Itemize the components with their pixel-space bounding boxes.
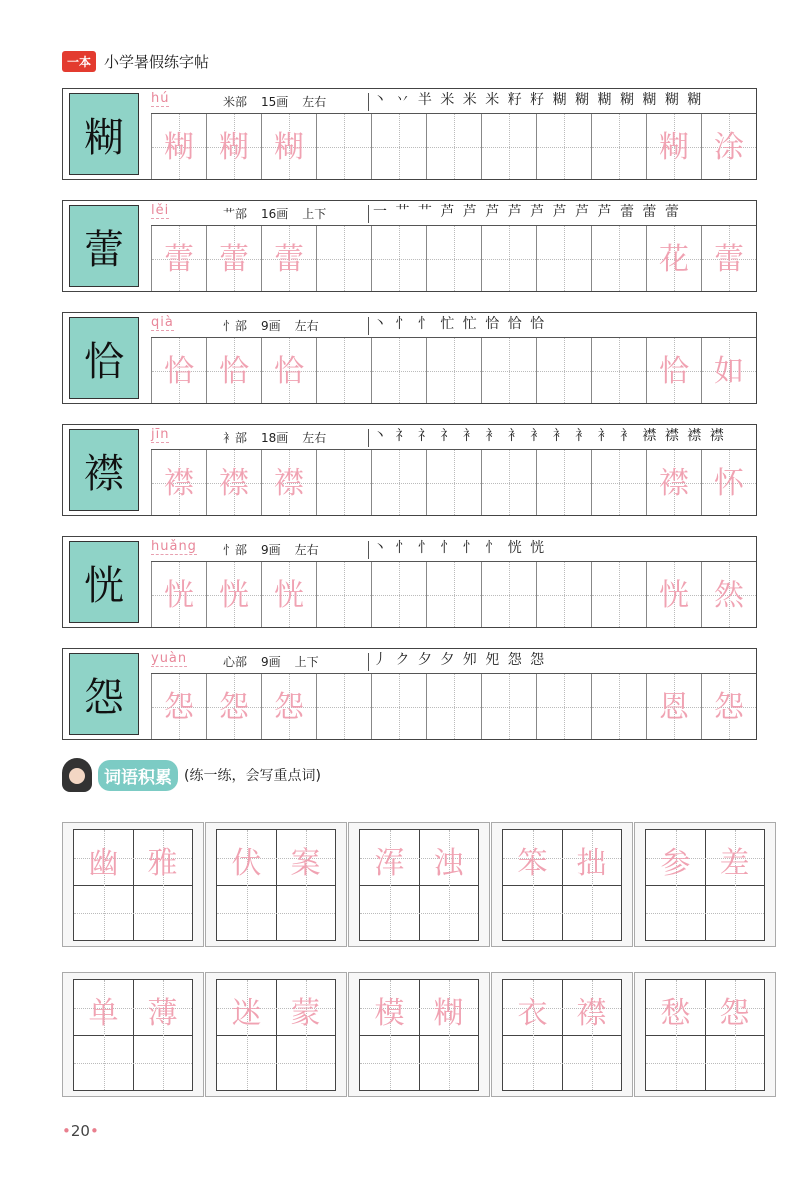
word-trace-character: 差: [719, 846, 750, 881]
word-writing-grid[interactable]: [73, 829, 193, 941]
stroke-order: 一 艹 艹 芦 芦 芦 芦 芦 芦 芦 芦 蕾 蕾 蕾: [373, 204, 681, 220]
word-trace-character: 糊: [433, 996, 464, 1031]
main-character-box: [69, 317, 139, 399]
word-box: [634, 972, 776, 1097]
char-row: [62, 200, 757, 292]
word-trace-character: 浊: [433, 846, 464, 881]
word-trace: [646, 838, 764, 882]
practice-cell[interactable]: [371, 674, 426, 739]
practice-cell[interactable]: [426, 338, 481, 403]
pinyin: jīn: [151, 427, 170, 442]
char-info: [223, 541, 333, 558]
trace-character: 蕾: [219, 242, 249, 277]
stroke-order: 丶 忄 忄 忄 忄 忄 恍 恍: [373, 540, 547, 556]
practice-cell[interactable]: [481, 450, 536, 515]
word-trace: [503, 838, 621, 882]
word-character: 恰: [659, 354, 689, 389]
practice-cell[interactable]: [701, 114, 756, 179]
practice-cell[interactable]: [206, 450, 261, 515]
practice-cell[interactable]: [316, 114, 371, 179]
practice-cell[interactable]: [151, 338, 206, 403]
char-structure: 上下: [294, 655, 319, 669]
word-box: [62, 972, 204, 1097]
section-title: 词语积累: [98, 760, 178, 791]
word-character: 恍: [659, 578, 689, 613]
pinyin: lěi: [151, 203, 170, 218]
word-writing-grid[interactable]: [73, 979, 193, 1091]
word-trace-character: 迷: [231, 996, 262, 1031]
char-structure: 左右: [294, 543, 319, 557]
practice-cell[interactable]: [261, 450, 316, 515]
word-trace-character: 参: [660, 846, 691, 881]
word-trace: [360, 838, 478, 882]
word-box: [491, 822, 633, 947]
practice-cell[interactable]: [316, 226, 371, 291]
word-writing-grid[interactable]: [502, 979, 622, 1091]
practice-cell[interactable]: [646, 450, 701, 515]
char-strokes-count: 9画: [261, 543, 281, 557]
info-separator: [368, 317, 369, 335]
practice-cell[interactable]: [151, 226, 206, 291]
practice-cell[interactable]: [536, 226, 591, 291]
practice-cell[interactable]: [206, 674, 261, 739]
trace-character: 蕾: [274, 242, 304, 277]
char-info: [223, 429, 340, 446]
practice-cell[interactable]: [261, 226, 316, 291]
stroke-order: 丿 ク 夕 夕 夘 夗 怨 怨: [373, 652, 547, 668]
practice-cell[interactable]: [646, 562, 701, 627]
word-character: 涂: [714, 130, 744, 165]
grid-guide-line: [646, 1063, 764, 1064]
char-structure: 左右: [302, 95, 327, 109]
practice-cell[interactable]: [591, 450, 646, 515]
word-trace: [503, 988, 621, 1032]
char-structure: 左右: [302, 431, 327, 445]
word-character: 糊: [659, 130, 689, 165]
char-info: [223, 653, 333, 670]
practice-cell[interactable]: [536, 450, 591, 515]
word-trace: [217, 838, 335, 882]
word-trace-character: 拙: [576, 846, 607, 881]
brand-logo: 一本: [62, 51, 96, 72]
practice-cell[interactable]: [206, 114, 261, 179]
info-separator: [368, 93, 369, 111]
char-radical: 忄部: [223, 543, 248, 557]
word-trace: [360, 988, 478, 1032]
trace-character: 恍: [164, 578, 194, 613]
trace-character: 恰: [274, 354, 304, 389]
word-trace-character: 案: [290, 846, 321, 881]
word-trace: [74, 988, 192, 1032]
char-info: [223, 317, 333, 334]
practice-cell[interactable]: [426, 450, 481, 515]
word-box: [634, 822, 776, 947]
practice-cell[interactable]: [646, 338, 701, 403]
trace-character: 怨: [219, 690, 249, 725]
grid-guide-line: [74, 1063, 192, 1064]
practice-cell[interactable]: [426, 226, 481, 291]
trace-character: 蕾: [164, 242, 194, 277]
stroke-order: 丶 忄 忄 忙 忙 恰 恰 恰: [373, 316, 547, 332]
pinyin: huǎng: [151, 539, 197, 554]
practice-cell[interactable]: [316, 674, 371, 739]
practice-cell[interactable]: [591, 226, 646, 291]
word-trace-character: 薄: [147, 996, 178, 1031]
stroke-order: 丶 丷 半 米 米 米 籽 籽 糊 糊 糊 糊 糊 糊 糊: [373, 92, 704, 108]
grid-guide-line: [503, 1063, 621, 1064]
practice-cell[interactable]: [151, 114, 206, 179]
word-writing-grid[interactable]: [645, 829, 765, 941]
info-separator: [368, 429, 369, 447]
practice-cell[interactable]: [151, 674, 206, 739]
practice-cell[interactable]: [536, 338, 591, 403]
word-character: 蕾: [714, 242, 744, 277]
trace-character: 恍: [219, 578, 249, 613]
practice-cell[interactable]: [151, 450, 206, 515]
practice-cell[interactable]: [316, 562, 371, 627]
practice-cell[interactable]: [426, 674, 481, 739]
word-box: [205, 822, 347, 947]
practice-cell[interactable]: [701, 338, 756, 403]
word-trace-character: 雅: [147, 846, 178, 881]
char-radical: 米部: [223, 95, 248, 109]
word-writing-grid[interactable]: [359, 829, 479, 941]
word-trace-character: 幽: [88, 846, 119, 881]
trace-character: 恰: [164, 354, 194, 389]
info-separator: [368, 205, 369, 223]
grid-guide-line: [360, 913, 478, 914]
main-character: 怨: [84, 674, 124, 721]
char-row: [62, 88, 757, 180]
practice-cell[interactable]: [151, 562, 206, 627]
practice-cell[interactable]: [536, 674, 591, 739]
practice-cell[interactable]: [591, 562, 646, 627]
practice-cell[interactable]: [481, 114, 536, 179]
char-row: [62, 424, 757, 516]
main-character-box: [69, 541, 139, 623]
section-header: [62, 755, 321, 795]
word-writing-grid[interactable]: [216, 829, 336, 941]
trace-character: 襟: [219, 466, 249, 501]
main-character-box: [69, 429, 139, 511]
word-trace: [217, 988, 335, 1032]
trace-character: 糊: [274, 130, 304, 165]
practice-cell[interactable]: [371, 226, 426, 291]
page-number: •20•: [62, 1122, 99, 1140]
word-character: 怀: [714, 466, 744, 501]
word-character: 然: [714, 578, 744, 613]
practice-cell[interactable]: [206, 562, 261, 627]
word-trace-character: 襟: [576, 996, 607, 1031]
grid-guide-line: [360, 1063, 478, 1064]
practice-cell[interactable]: [701, 674, 756, 739]
practice-cell[interactable]: [426, 562, 481, 627]
grid-guide-line: [217, 913, 335, 914]
practice-cell[interactable]: [426, 114, 481, 179]
char-strokes-count: 16画: [261, 207, 289, 221]
word-trace-character: 伏: [231, 846, 262, 881]
practice-cell[interactable]: [371, 562, 426, 627]
practice-cell[interactable]: [481, 562, 536, 627]
trace-character: 怨: [274, 690, 304, 725]
practice-cell[interactable]: [591, 338, 646, 403]
main-character-box: [69, 205, 139, 287]
practice-cell[interactable]: [261, 338, 316, 403]
word-box: [348, 822, 490, 947]
char-strokes-count: 15画: [261, 95, 289, 109]
pinyin: qià: [151, 315, 174, 330]
word-trace: [74, 838, 192, 882]
practice-cell[interactable]: [206, 226, 261, 291]
char-strokes-count: 9画: [261, 655, 281, 669]
word-trace-character: 衣: [517, 996, 548, 1031]
word-trace: [646, 988, 764, 1032]
pinyin: yuàn: [151, 651, 188, 666]
practice-cell[interactable]: [591, 674, 646, 739]
char-info: [223, 93, 340, 110]
word-writing-grid[interactable]: [645, 979, 765, 1091]
practice-cell[interactable]: [481, 338, 536, 403]
practice-cell[interactable]: [316, 338, 371, 403]
word-trace-character: 愁: [660, 996, 691, 1031]
char-structure: 上下: [302, 207, 327, 221]
main-character: 襟: [84, 450, 124, 497]
practice-cell[interactable]: [371, 338, 426, 403]
char-row: [62, 536, 757, 628]
word-trace-character: 笨: [517, 846, 548, 881]
practice-cell[interactable]: [536, 114, 591, 179]
grid-guide-line: [74, 913, 192, 914]
word-writing-grid[interactable]: [502, 829, 622, 941]
word-character: 花: [659, 242, 689, 277]
practice-cell[interactable]: [261, 114, 316, 179]
char-radical: 忄部: [223, 319, 248, 333]
practice-cell[interactable]: [591, 114, 646, 179]
practice-cell[interactable]: [536, 562, 591, 627]
char-strokes-count: 9画: [261, 319, 281, 333]
word-character: 恩: [659, 690, 689, 725]
practice-cell[interactable]: [646, 674, 701, 739]
main-character: 恍: [84, 562, 124, 609]
practice-cell[interactable]: [316, 450, 371, 515]
char-info: [223, 205, 340, 222]
practice-cell[interactable]: [701, 226, 756, 291]
char-structure: 左右: [294, 319, 319, 333]
word-trace-character: 浑: [374, 846, 405, 881]
grid-guide-line: [646, 913, 764, 914]
word-trace-character: 蒙: [290, 996, 321, 1031]
main-character: 糊: [84, 114, 124, 161]
stroke-order: 丶 礻 礻 礻 衤 衤 衤 衤 衤 衤 衤 衤 襟 襟 襟 襟: [373, 428, 726, 444]
section-subtitle: (练一练，会写重点词): [184, 768, 321, 784]
pinyin: hú: [151, 91, 170, 106]
practice-cell[interactable]: [371, 114, 426, 179]
trace-character: 恰: [219, 354, 249, 389]
practice-cell[interactable]: [481, 674, 536, 739]
char-row: [62, 648, 757, 740]
practice-cell[interactable]: [701, 562, 756, 627]
word-writing-grid[interactable]: [216, 979, 336, 1091]
practice-cell[interactable]: [261, 562, 316, 627]
trace-character: 怨: [164, 690, 194, 725]
main-character: 恰: [84, 338, 124, 385]
word-trace-character: 单: [88, 996, 119, 1031]
word-box: [205, 972, 347, 1097]
char-radical: 衤部: [223, 431, 248, 445]
char-strokes-count: 18画: [261, 431, 289, 445]
word-character: 怨: [714, 690, 744, 725]
page-header: [62, 50, 209, 72]
info-separator: [368, 653, 369, 671]
main-character-box: [69, 653, 139, 735]
practice-cell[interactable]: [701, 450, 756, 515]
word-trace-character: 模: [374, 996, 405, 1031]
main-character-box: [69, 93, 139, 175]
word-character: 襟: [659, 466, 689, 501]
practice-cell[interactable]: [646, 114, 701, 179]
char-radical: 心部: [223, 655, 248, 669]
info-separator: [368, 541, 369, 559]
practice-cell[interactable]: [646, 226, 701, 291]
practice-cell[interactable]: [371, 450, 426, 515]
word-writing-grid[interactable]: [359, 979, 479, 1091]
practice-cell[interactable]: [481, 226, 536, 291]
grid-guide-line: [217, 1063, 335, 1064]
char-radical: 艹部: [223, 207, 248, 221]
practice-cell[interactable]: [261, 674, 316, 739]
book-title: 小学暑假练字帖: [104, 52, 210, 71]
trace-character: 恍: [274, 578, 304, 613]
grid-guide-line: [503, 913, 621, 914]
trace-character: 糊: [219, 130, 249, 165]
word-character: 如: [714, 354, 744, 389]
char-row: [62, 312, 757, 404]
practice-cell[interactable]: [206, 338, 261, 403]
trace-character: 襟: [274, 466, 304, 501]
trace-character: 襟: [164, 466, 194, 501]
trace-character: 糊: [164, 130, 194, 165]
word-box: [491, 972, 633, 1097]
word-box: [62, 822, 204, 947]
main-character: 蕾: [84, 226, 124, 273]
word-trace-character: 怨: [719, 996, 750, 1031]
word-box: [348, 972, 490, 1097]
thinking-boy-icon: [62, 758, 92, 792]
